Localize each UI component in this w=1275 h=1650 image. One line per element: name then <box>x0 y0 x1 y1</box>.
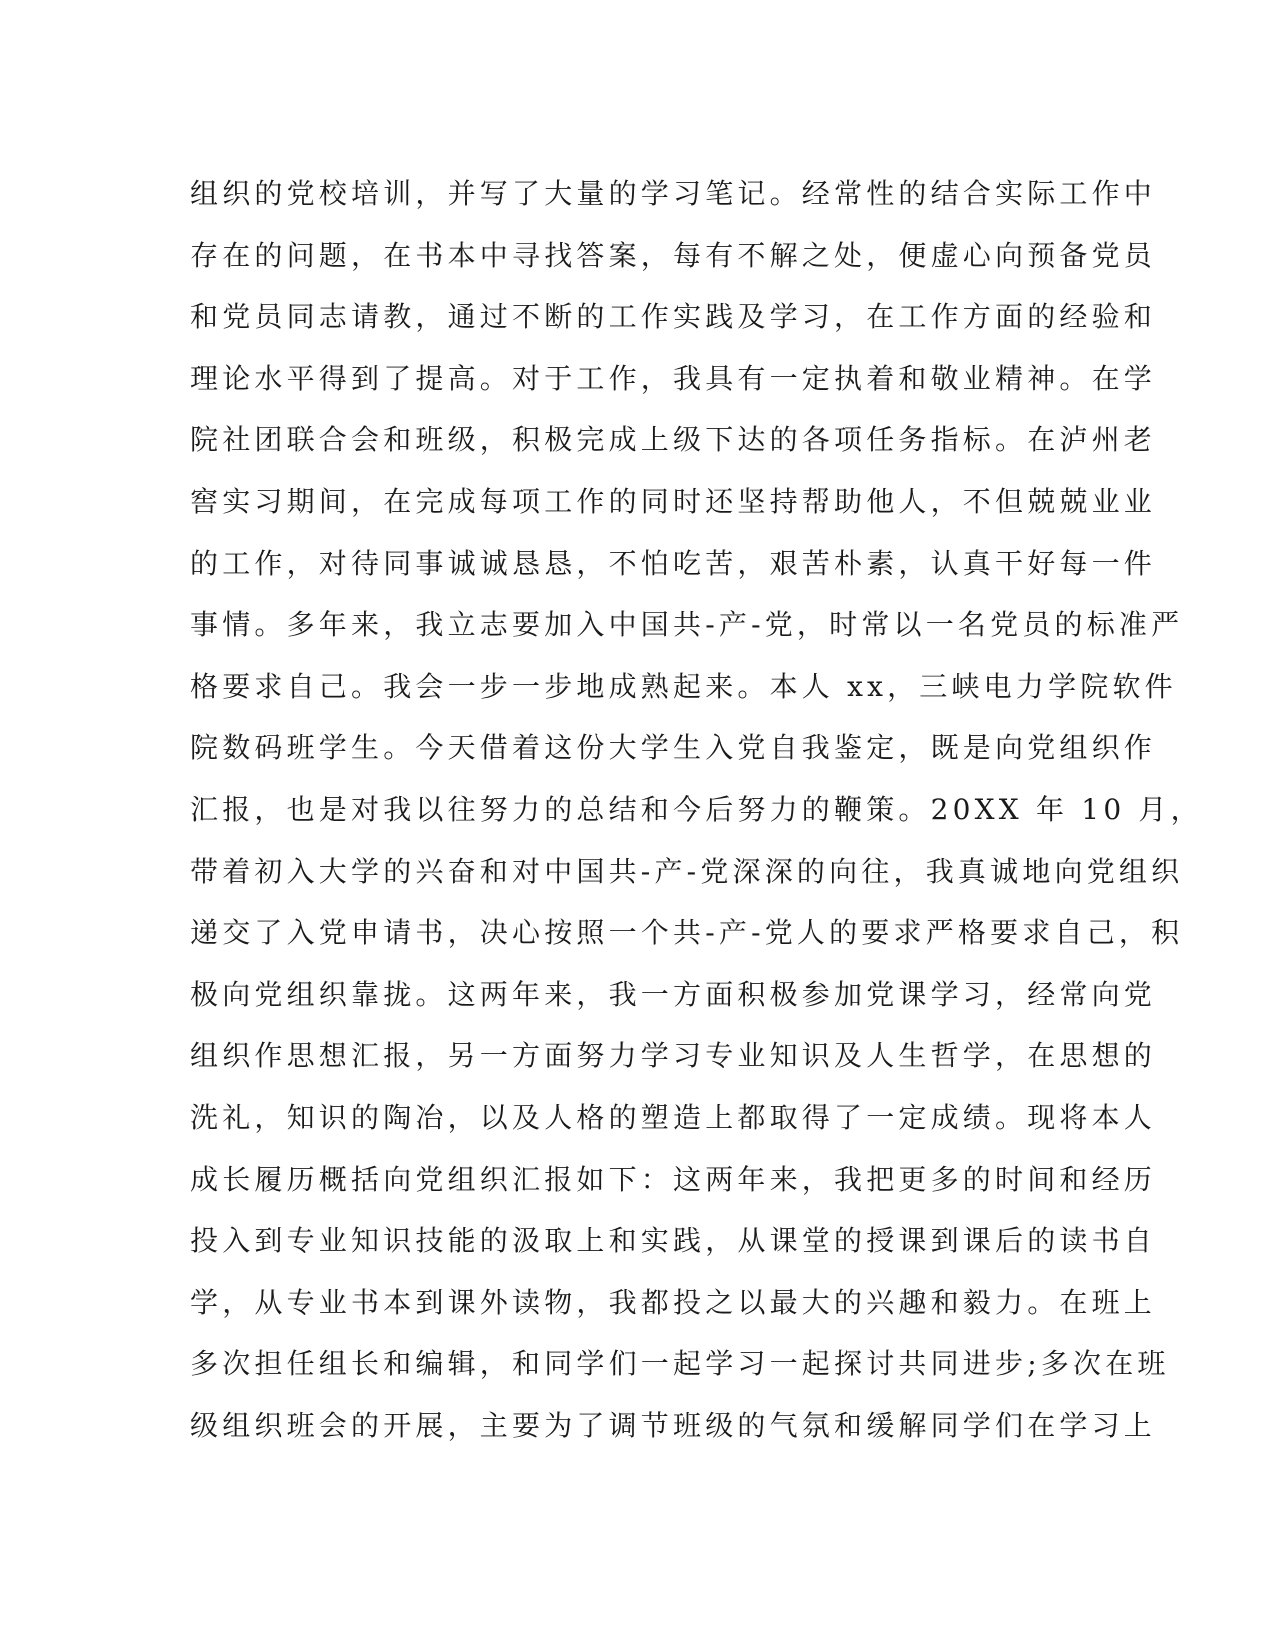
text-line: 多次担任组长和编辑，和同学们一起学习一起探讨共同进步;多次在班 <box>190 1347 1170 1381</box>
text-line: 格要求自己。我会一步一步地成熟起来。本人 xx，三峡电力学院软件 <box>190 669 1177 703</box>
text-line: 事情。多年来，我立志要加入中国共-产-党，时常以一名党员的标准严 <box>190 608 1184 642</box>
text-line: 窖实习期间，在完成每项工作的同时还坚持帮助他人，不但兢兢业业 <box>190 484 1157 518</box>
text-line: 学，从专业书本到课外读物，我都投之以最大的兴趣和毅力。在班上 <box>190 1285 1157 1319</box>
text-line: 成长履历概括向党组织汇报如下：这两年来，我把更多的时间和经历 <box>190 1162 1157 1196</box>
text-line: 院社团联合会和班级，积极完成上级下达的各项任务指标。在泸州老 <box>190 423 1157 457</box>
text-line: 存在的问题，在书本中寻找答案，每有不解之处，便虚心向预备党员 <box>190 238 1157 272</box>
body-text <box>190 163 1203 1456</box>
text-line: 和党员同志请教，通过不断的工作实践及学习，在工作方面的经验和 <box>190 300 1157 334</box>
text-line: 极向党组织靠拢。这两年来，我一方面积极参加党课学习，经常向党 <box>190 977 1157 1011</box>
text-line: 递交了入党申请书，决心按照一个共-产-党人的要求严格要求自己，积 <box>190 916 1184 950</box>
text-line: 的工作，对待同事诚诚恳恳，不怕吃苦，艰苦朴素，认真干好每一件 <box>190 546 1157 580</box>
text-line: 带着初入大学的兴奋和对中国共-产-党深深的向往，我真诚地向党组织 <box>190 854 1184 888</box>
text-line: 理论水平得到了提高。对于工作，我具有一定执着和敬业精神。在学 <box>190 361 1157 395</box>
text-line: 汇报，也是对我以往努力的总结和今后努力的鞭策。20XX 年 10 月， <box>190 792 1203 826</box>
text-line: 组织的党校培训，并写了大量的学习笔记。经常性的结合实际工作中 <box>190 177 1157 210</box>
text-line: 投入到专业知识技能的汲取上和实践，从课堂的授课到课后的读书自 <box>190 1224 1157 1258</box>
text-line: 组织作思想汇报，另一方面努力学习专业知识及人生哲学，在思想的 <box>190 1039 1157 1073</box>
text-line: 级组织班会的开展，主要为了调节班级的气氛和缓解同学们在学习上 <box>190 1408 1157 1442</box>
text-line: 院数码班学生。今天借着这份大学生入党自我鉴定，既是向党组织作 <box>190 731 1157 765</box>
text-line: 洗礼，知识的陶冶，以及人格的塑造上都取得了一定成绩。现将本人 <box>190 1100 1157 1134</box>
